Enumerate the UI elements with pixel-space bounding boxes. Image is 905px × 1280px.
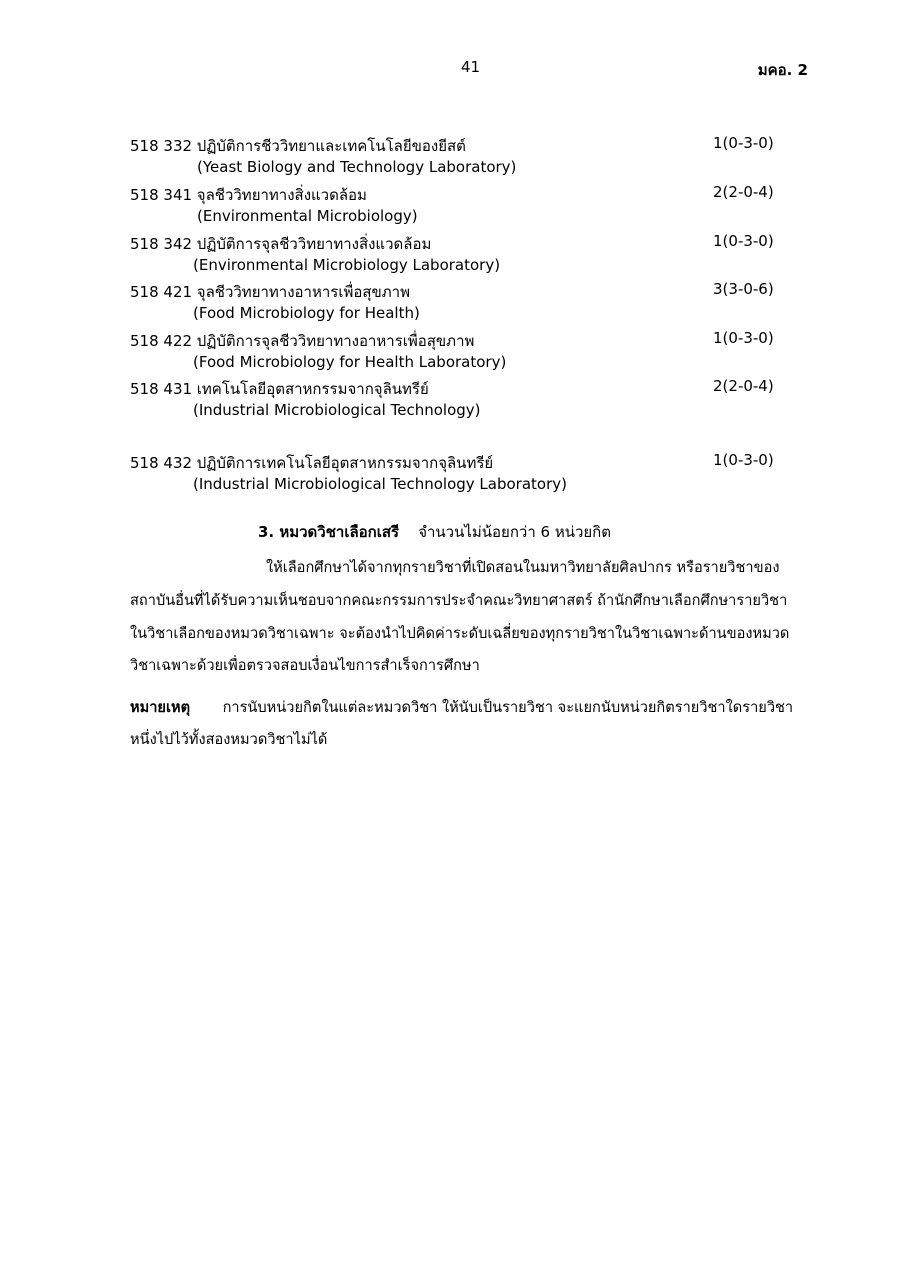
- paragraph-line: ในวิชาเลือกของหมวดวิชาเฉพาะ จะต้องนำไปคิดค่าระดับเฉลี่ยของทุกรายวิชาในวิชาเฉพาะด้านของหมวด: [130, 625, 790, 642]
- course-title: 518 431 เทคโนโลยีอุตสาหกรรมจากจุลินทรีย์: [130, 380, 429, 398]
- paragraph-line: ให้เลือกศึกษาได้จากทุกรายวิชาที่เปิดสอนในมหาวิทยาลัยศิลปากร หรือรายวิชาของ: [266, 559, 780, 576]
- course-credits: 2(2-0-4): [713, 377, 774, 395]
- note-line: หนึ่งไปไว้ทั้งสองหมวดวิชาไม่ได้: [130, 731, 328, 748]
- course-item: [0, 377, 905, 427]
- course-english-name: (Food Microbiology for Health): [193, 304, 420, 322]
- course-title: 518 422 ปฏิบัติการจุลชีววิทยาทางอาหารเพื่อสุขภาพ: [130, 332, 475, 350]
- note-text: การนับหน่วยกิตในแต่ละหมวดวิชา ให้นับเป็นรายวิชา จะแยกนับหน่วยกิตรายวิชาใดรายวิชา: [222, 699, 794, 716]
- section-heading-credits: จำนวนไม่น้อยกว่า 6 หน่วยกิต: [418, 523, 611, 541]
- course-title: 518 332 ปฏิบัติการชีววิทยาและเทคโนโลยีของยีสต์: [130, 137, 466, 155]
- note-label: หมายเหตุ: [130, 699, 191, 716]
- section-heading-label: 3. หมวดวิชาเลือกเสรี: [258, 523, 400, 541]
- course-item: [0, 329, 905, 379]
- course-item: [0, 280, 905, 330]
- note-line: [130, 696, 793, 719]
- course-english-name: (Food Microbiology for Health Laboratory): [193, 353, 507, 371]
- course-english-name: (Yeast Biology and Technology Laboratory): [197, 158, 517, 176]
- course-credits: 2(2-0-4): [713, 183, 774, 201]
- section-heading: [258, 520, 611, 544]
- course-credits: 1(0-3-0): [713, 134, 774, 152]
- course-item: [0, 451, 905, 501]
- course-credits: 1(0-3-0): [713, 329, 774, 347]
- page-number: 41: [461, 58, 481, 76]
- course-item: [0, 232, 905, 282]
- course-title: 518 341 จุลชีววิทยาทางสิ่งแวดล้อม: [130, 186, 367, 204]
- course-english-name: (Environmental Microbiology): [197, 207, 418, 225]
- course-title: 518 421 จุลชีววิทยาทางอาหารเพื่อสุขภาพ: [130, 283, 410, 301]
- course-credits: 1(0-3-0): [713, 451, 774, 469]
- course-item: [0, 183, 905, 233]
- document-code: มคอ. 2: [757, 61, 808, 79]
- paragraph-line: สถาบันอื่นที่ได้รับความเห็นชอบจากคณะกรรมการประจำคณะวิทยาศาสตร์ ถ้านักศึกษาเลือกศึกษารายวิชา: [130, 592, 788, 609]
- course-english-name: (Industrial Microbiological Technology Laboratory): [193, 475, 567, 493]
- course-english-name: (Industrial Microbiological Technology): [193, 401, 481, 419]
- paragraph-line: วิชาเฉพาะด้วยเพื่อตรวจสอบเงื่อนไขการสำเร็จการศึกษา: [130, 657, 480, 674]
- course-title: 518 432 ปฏิบัติการเทคโนโลยีอุตสาหกรรมจากจุลินทรีย์: [130, 454, 494, 472]
- course-credits: 1(0-3-0): [713, 232, 774, 250]
- course-item: [0, 134, 905, 184]
- course-title: 518 342 ปฏิบัติการจุลชีววิทยาทางสิ่งแวดล้อม: [130, 235, 432, 253]
- course-credits: 3(3-0-6): [713, 280, 774, 298]
- course-english-name: (Environmental Microbiology Laboratory): [193, 256, 501, 274]
